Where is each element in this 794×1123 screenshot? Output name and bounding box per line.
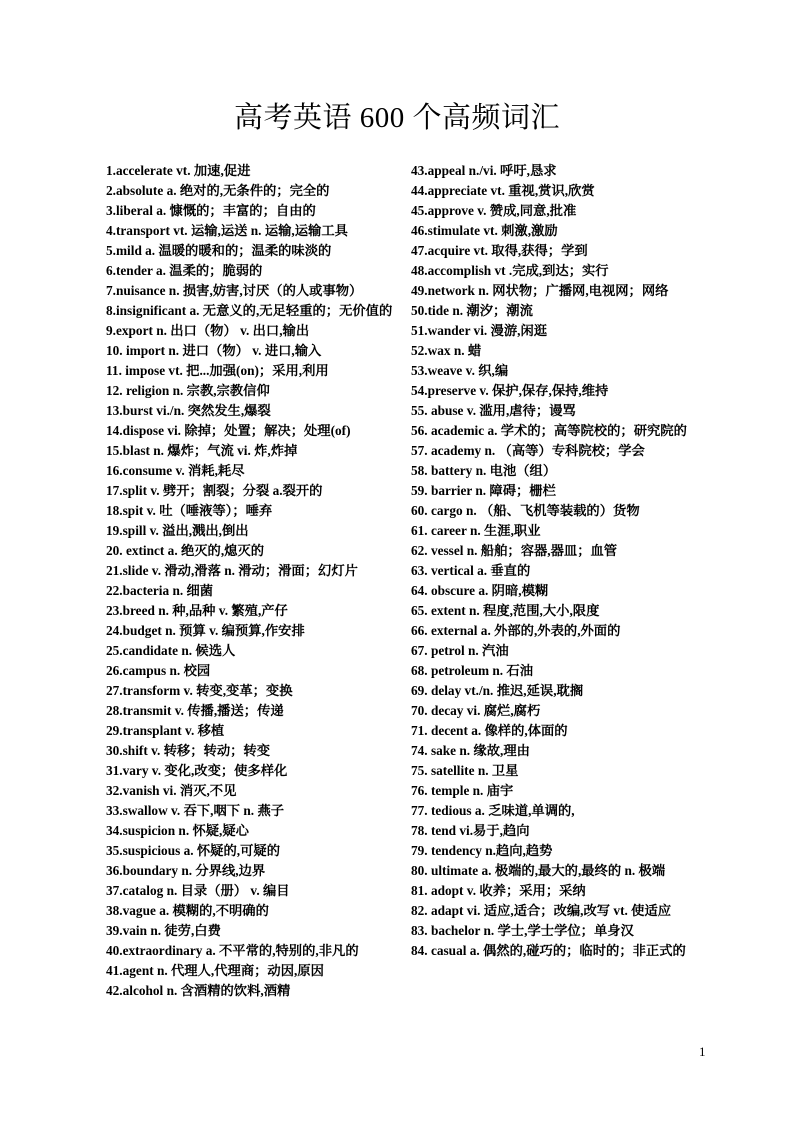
vocab-entry: 45.approve v. 赞成,同意,批准 [411,203,577,218]
vocab-entry: 23.breed n. 种,品种 v. 繁殖,产仔 [106,603,288,618]
vocab-entry: 59. barrier n. 障碍；栅栏 [411,483,556,498]
vocab-entry: 19.spill v. 溢出,溅出,倒出 [106,523,249,538]
vocab-entry: 2.absolute a. 绝对的,无条件的；完全的 [106,183,330,198]
vocab-entry: 66. external a. 外部的,外表的,外面的 [411,623,621,638]
vocab-entry: 26.campus n. 校园 [106,663,211,678]
vocab-entry: 56. academic a. 学术的；高等院校的；研究院的 [411,423,687,438]
vocab-entry: 74. sake n. 缘故,理由 [411,743,530,758]
vocab-entry: 83. bachelor n. 学士,学士学位；单身汉 [411,923,634,938]
vocab-entry: 84. casual a. 偶然的,碰巧的；临时的；非正式的 [411,943,686,958]
vocab-column-left [106,161,396,1001]
vocab-entry: 40.extraordinary a. 不平常的,特别的,非凡的 [106,943,359,958]
vocab-entry: 37.catalog n. 目录（册） v. 编目 [106,883,290,898]
vocab-entry: 8.insignificant a. 无意义的,无足轻重的；无价值的 [106,303,393,318]
vocab-entry: 28.transmit v. 传播,播送；传递 [106,703,284,718]
vocab-entry: 47.acquire vt. 取得,获得；学到 [411,243,588,258]
vocab-entry: 31.vary v. 变化,改变；使多样化 [106,763,288,778]
vocab-entry: 25.candidate n. 候选人 [106,643,236,658]
vocab-entry: 53.weave v. 织,编 [411,363,509,378]
vocab-entry: 6.tender a. 温柔的；脆弱的 [106,263,263,278]
vocab-entry: 15.blast n. 爆炸；气流 vi. 炸,炸掉 [106,443,298,458]
vocab-entry: 48.accomplish vt .完成,到达；实行 [411,263,609,278]
vocab-entry: 12. religion n. 宗教,宗教信仰 [106,383,270,398]
vocab-entry: 50.tide n. 潮汐；潮流 [411,303,533,318]
vocab-entry: 65. extent n. 程度,范围,大小,限度 [411,603,600,618]
vocab-entry: 30.shift v. 转移；转动；转变 [106,743,271,758]
vocab-entry: 68. petroleum n. 石油 [411,663,534,678]
vocab-entry: 4.transport vt. 运输,运送 n. 运输,运输工具 [106,223,348,238]
vocab-entry: 63. vertical a. 垂直的 [411,563,531,578]
vocab-entry: 58. battery n. 电池（组） [411,463,557,478]
vocab-entry: 57. academy n. （高等）专科院校；学会 [411,443,645,458]
vocab-entry: 55. abuse v. 滥用,虐待；谩骂 [411,403,576,418]
vocab-entry: 46.stimulate vt. 刺激,激励 [411,223,558,238]
vocab-entry: 70. decay vi. 腐烂,腐朽 [411,703,541,718]
vocab-entry: 54.preserve v. 保护,保存,保持,维持 [411,383,609,398]
vocab-entry: 43.appeal n./vi. 呼吁,恳求 [411,163,557,178]
vocab-entry: 38.vague a. 模糊的,不明确的 [106,903,269,918]
vocab-entry: 60. cargo n. （船、飞机等装载的）货物 [411,503,640,518]
vocab-entry: 62. vessel n. 船舶；容器,器皿；血管 [411,543,618,558]
vocab-entry: 51.wander vi. 漫游,闲逛 [411,323,548,338]
vocab-entry: 61. career n. 生涯,职业 [411,523,541,538]
vocab-entry: 49.network n. 网状物；广播网,电视网；网络 [411,283,669,298]
vocab-entry: 35.suspicious a. 怀疑的,可疑的 [106,843,280,858]
vocab-entry: 27.transform v. 转变,变革；变换 [106,683,293,698]
vocab-entry: 64. obscure a. 阴暗,模糊 [411,583,549,598]
vocab-entry: 3.liberal a. 慷慨的；丰富的；自由的 [106,203,316,218]
vocab-entry: 20. extinct a. 绝灭的,熄灭的 [106,543,265,558]
vocab-column-right [411,161,701,961]
vocab-entry: 13.burst vi./n. 突然发生,爆裂 [106,403,271,418]
vocab-entry: 79. tendency n.趋向,趋势 [411,843,553,858]
vocab-entry: 41.agent n. 代理人,代理商；动因,原因 [106,963,324,978]
vocab-entry: 80. ultimate a. 极端的,最大的,最终的 n. 极端 [411,863,666,878]
vocab-entry: 18.spit v. 吐（唾液等）；唾弃 [106,503,273,518]
vocab-entry: 1.accelerate vt. 加速,促进 [106,163,251,178]
vocab-entry: 5.mild a. 温暖的暖和的；温柔的味淡的 [106,243,332,258]
vocab-entry: 42.alcohol n. 含酒精的饮料,酒精 [106,983,291,998]
vocab-entry: 11. impose vt. 把...加强(on)；采用,利用 [106,363,329,378]
page-title: 高考英语 600 个高频词汇 [233,102,560,134]
vocab-entry: 39.vain n. 徒劳,白费 [106,923,221,938]
vocab-entry: 17.split v. 劈开；割裂；分裂 a.裂开的 [106,483,323,498]
vocab-entry: 71. decent a. 像样的,体面的 [411,723,568,738]
vocab-entry: 33.swallow v. 吞下,咽下 n. 燕子 [106,803,285,818]
vocab-entry: 24.budget n. 预算 v. 编预算,作安排 [106,623,305,638]
vocab-entry: 10. import n. 进口（物） v. 进口,输入 [106,343,322,358]
vocab-entry: 22.bacteria n. 细菌 [106,583,214,598]
vocab-entry: 76. temple n. 庙宇 [411,783,514,798]
vocab-entry: 9.export n. 出口（物） v. 出口,输出 [106,323,310,338]
page-number: 1 [699,1044,706,1059]
vocab-entry: 75. satellite n. 卫星 [411,763,519,778]
vocab-entry: 29.transplant v. 移植 [106,723,225,738]
vocab-entry: 52.wax n. 蜡 [411,343,482,358]
vocab-entry: 34.suspicion n. 怀疑,疑心 [106,823,249,838]
vocab-entry: 14.dispose vi. 除掉；处置；解决；处理(of) [106,423,351,438]
vocab-entry: 21.slide v. 滑动,滑落 n. 滑动；滑面；幻灯片 [106,563,358,578]
vocab-entry: 78. tend vi.易于,趋向 [411,823,530,838]
vocab-entry: 81. adopt v. 收养；采用；采纳 [411,883,586,898]
vocab-entry: 82. adapt vi. 适应,适合；改编,改写 vt. 使适应 [411,903,672,918]
vocab-entry: 7.nuisance n. 损害,妨害,讨厌（的人或事物） [106,283,363,298]
vocab-entry: 16.consume v. 消耗,耗尽 [106,463,245,478]
vocab-entry: 44.appreciate vt. 重视,赏识,欣赏 [411,183,595,198]
vocab-entry: 69. delay vt./n. 推迟,延误,耽搁 [411,683,584,698]
vocab-entry: 32.vanish vi. 消灭,不见 [106,783,237,798]
vocab-entry: 36.boundary n. 分界线,边界 [106,863,266,878]
vocab-entry: 77. tedious a. 乏味道,单调的, [411,803,575,818]
vocab-entry: 67. petrol n. 汽油 [411,643,509,658]
